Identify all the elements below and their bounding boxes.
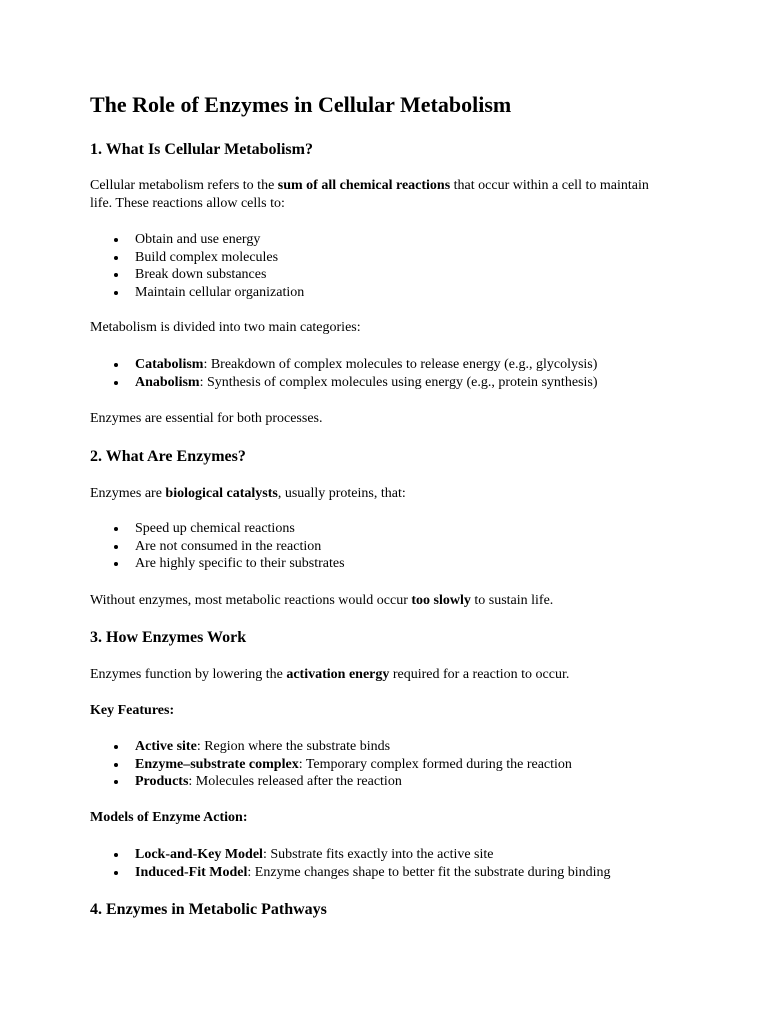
list-item: Are not consumed in the reaction <box>90 538 345 556</box>
section-1-intro-pre: Cellular metabolism refers to the <box>90 178 278 193</box>
section-4-heading: 4. Enzymes in Metabolic Pathways <box>90 901 327 918</box>
section-1-intro-bold: sum of all chemical reactions <box>277 178 451 193</box>
list-item <box>90 756 572 774</box>
categories-intro: Metabolism is divided into two main categories: <box>90 320 361 335</box>
list-item <box>90 773 572 791</box>
model-term: Induced-Fit Model <box>135 864 248 880</box>
category-desc: : Synthesis of complex molecules using energy (e.g., protein synthesis) <box>199 374 598 390</box>
list-item <box>90 846 611 864</box>
list-item: Maintain cellular organization <box>90 284 304 302</box>
section-1-bullet-list <box>90 231 304 302</box>
feature-desc: : Temporary complex formed during the reaction <box>298 756 572 772</box>
document-title: The Role of Enzymes in Cellular Metabolism <box>90 92 512 117</box>
model-term: Lock-and-Key Model <box>135 847 263 862</box>
feature-term: Enzyme–substrate complex <box>135 756 299 772</box>
list-item <box>90 738 572 756</box>
list-item: Speed up chemical reactions <box>90 520 345 538</box>
section-2-intro-post: , usually proteins, that: <box>277 486 406 501</box>
section-2-closing-post: to sustain life. <box>470 593 554 608</box>
list-item: Build complex molecules <box>90 249 304 267</box>
section-2-bullet-list <box>90 520 345 573</box>
section-2-closing-pre: Without enzymes, most metabolic reactions would occur <box>90 593 412 608</box>
feature-desc: : Region where the substrate binds <box>196 739 391 754</box>
feature-desc: : Molecules released after the reaction <box>188 774 402 790</box>
section-2-closing-bold: too slowly <box>411 593 471 608</box>
list-item <box>90 374 597 392</box>
section-3-intro <box>90 666 650 684</box>
categories-list <box>90 356 597 391</box>
section-1-intro <box>90 177 650 213</box>
section-2-intro <box>90 485 650 503</box>
list-item: Are highly specific to their substrates <box>90 555 345 573</box>
key-features-label: Key Features: <box>90 703 175 718</box>
section-2-closing <box>90 592 650 610</box>
section-3-intro-post: required for a reaction to occur. <box>389 667 570 682</box>
section-2-heading: 2. What Are Enzymes? <box>90 448 246 465</box>
category-term: Catabolism <box>135 357 204 372</box>
model-desc: : Substrate fits exactly into the active site <box>262 847 494 862</box>
section-1-intro-post: that occur within a cell to maintain life. These reactions allow cells to: <box>90 178 649 211</box>
category-desc: : Breakdown of complex molecules to release energy (e.g., glycolysis) <box>203 357 598 372</box>
section-3-intro-pre: Enzymes function by lowering the <box>90 667 287 682</box>
models-list <box>90 846 611 881</box>
feature-term: Products <box>135 774 189 790</box>
list-item <box>90 864 611 882</box>
section-2-intro-pre: Enzymes are <box>90 486 166 501</box>
section-3-heading: 3. How Enzymes Work <box>90 629 247 646</box>
model-desc: : Enzyme changes shape to better fit the substrate during binding <box>247 864 611 880</box>
models-label: Models of Enzyme Action: <box>90 810 248 825</box>
section-3-intro-bold: activation energy <box>286 667 390 682</box>
list-item: Break down substances <box>90 266 304 284</box>
feature-term: Active site <box>135 739 197 754</box>
section-1-heading: 1. What Is Cellular Metabolism? <box>90 141 313 158</box>
section-1-closing: Enzymes are essential for both processes. <box>90 411 323 426</box>
section-2-intro-bold: biological catalysts <box>165 486 278 501</box>
category-term: Anabolism <box>135 374 200 390</box>
list-item <box>90 356 597 374</box>
list-item: Obtain and use energy <box>90 231 304 249</box>
key-features-list <box>90 738 572 791</box>
